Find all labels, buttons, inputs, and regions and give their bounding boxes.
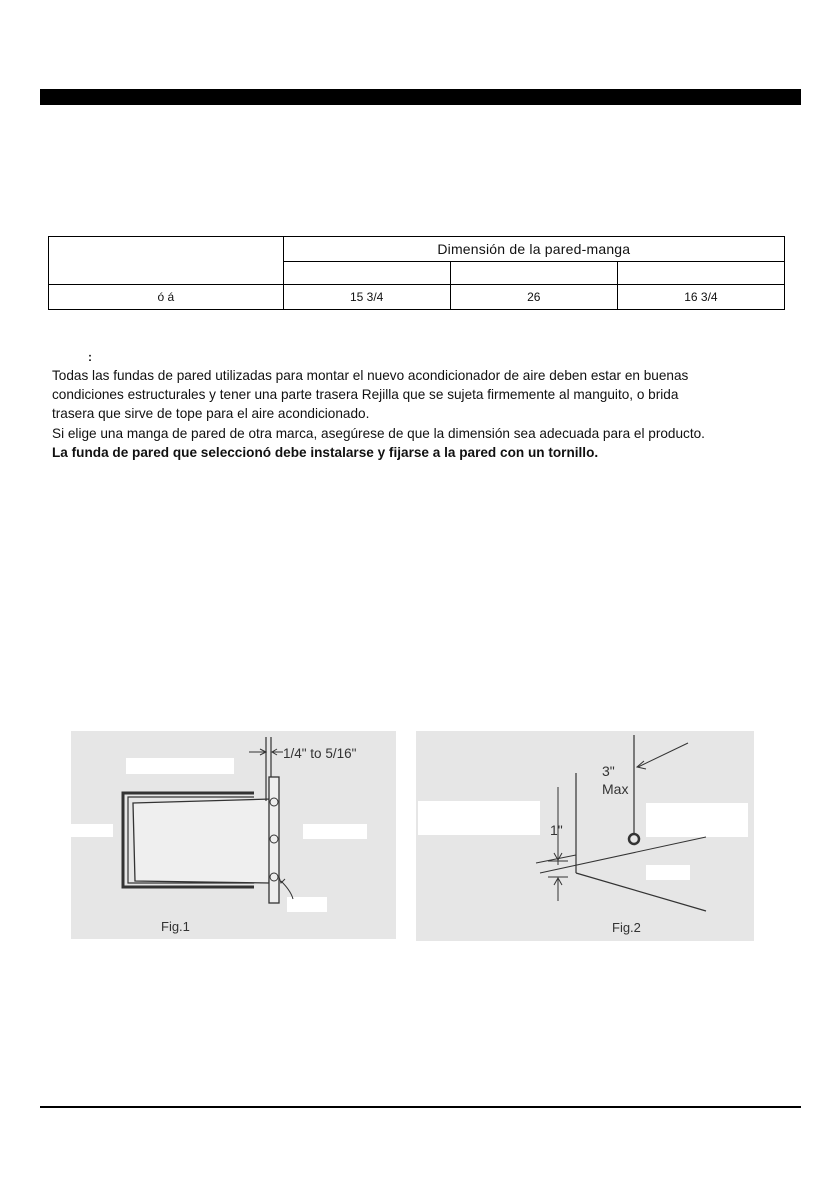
footer-rule	[40, 1106, 801, 1108]
fig1-dimension: 1/4" to 5/16"	[283, 746, 357, 761]
table-value-1: 15 3/4	[283, 285, 450, 310]
label-box	[126, 758, 234, 774]
fig2-caption: Fig.2	[612, 920, 641, 935]
label-box	[418, 801, 540, 835]
label-box	[646, 865, 690, 880]
wall-sleeve-dimension-table	[48, 236, 785, 310]
label-box	[71, 824, 113, 837]
fig1-caption: Fig.1	[161, 919, 190, 934]
label-box	[303, 824, 367, 839]
table-value-3: 16 3/4	[617, 285, 784, 310]
fig2-dimension-top: 3"	[602, 763, 615, 779]
header-bar	[40, 89, 801, 105]
table-subheader-cell	[283, 262, 450, 285]
note-line: Si elige una manga de pared de otra marca, asegúrese de que la dimensión sea adecuada para el producto.	[52, 425, 705, 441]
table-corner-cell	[49, 237, 284, 285]
figure-2	[416, 731, 754, 941]
note-line: trasera que sirve de tope para el aire acondicionado.	[52, 406, 370, 422]
note-label: :	[88, 350, 92, 364]
fig2-dimension-side: 1"	[550, 822, 563, 838]
table-value-2: 26	[450, 285, 617, 310]
notes-block	[52, 366, 812, 462]
table-subheader-cell	[450, 262, 617, 285]
label-box	[646, 803, 748, 837]
note-line: condiciones estructurales y tener una parte trasera Rejilla que se sujeta firmemente al manguito, o brida	[52, 387, 679, 403]
table-row-label: ó á	[49, 285, 284, 310]
table-subheader-cell	[617, 262, 784, 285]
note-line: La funda de pared que seleccionó debe instalarse y fijarse a la pared con un tornillo.	[52, 444, 599, 460]
label-box	[287, 897, 327, 912]
table-header: Dimensión de la pared-manga	[283, 237, 784, 262]
fig2-dimension-top-sub: Max	[602, 781, 629, 797]
figure-1	[71, 731, 396, 939]
note-line: Todas las fundas de pared utilizadas para montar el nuevo acondicionador de aire deben estar en buenas	[52, 368, 689, 383]
